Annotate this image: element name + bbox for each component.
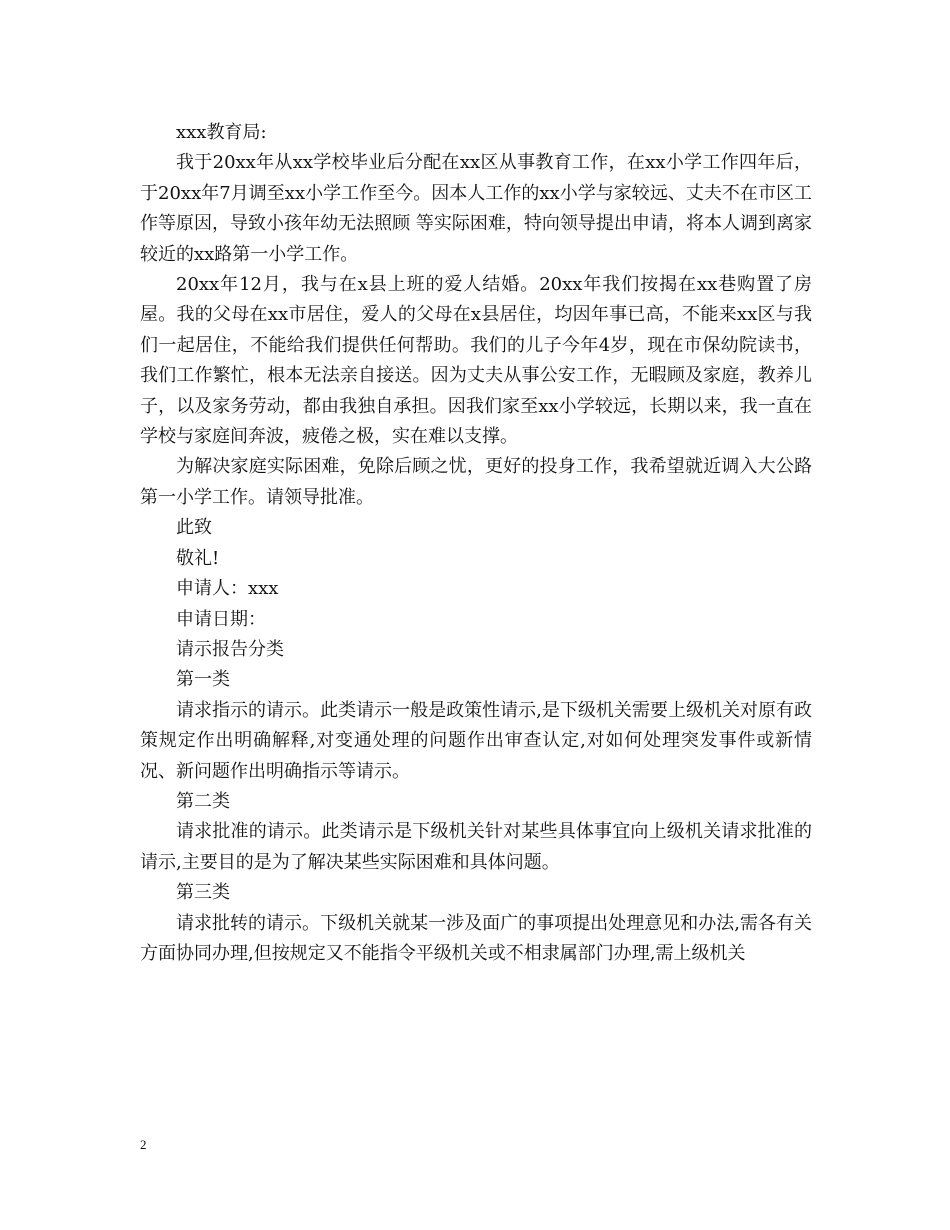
category-heading: 第三类	[176, 882, 230, 904]
category-description: 请求批转的请示。下级机关就某一涉及面广的事项提出处理意见和办法,需各有关方面协同办理,但按规定又不能指令平级机关或不相隶属部门办理,需上级机关	[140, 912, 812, 964]
application-date-line: 申请日期：	[176, 608, 266, 630]
closing-line: 此致	[176, 517, 212, 539]
page-number: 2	[140, 1137, 147, 1152]
category-heading: 第一类	[176, 669, 230, 691]
body-paragraph: 20xx年12月，我与在x县上班的爱人结婚。20xx年我们按揭在xx巷购置了房屋。我的父母在xx市居住，爱人的父母在x县居住，均因年事已高，不能来xx区与我们一起居住，不能给我们提供任何帮助。我们的儿子今年4岁，现在市保幼院读书，我们工作繁忙，根本无法亲自接送。因为丈夫从事公安工作，无暇顾及家庭，教养儿子，以及家务劳动，都由我独自承担。因我们家至xx小学较远，长期以来，我一直在学校与家庭间奔波，疲倦之极，实在难以支撑。	[140, 274, 812, 448]
body-paragraph: 我于20xx年从xx学校毕业后分配在xx区从事教育工作，在xx小学工作四年后，于20xx年7月调至xx小学工作至今。因本人工作的xx小学与家较远、丈夫不在市区工作等原因，导致小孩年幼无法照顾 等实际困难，特向领导提出申请，将本人调到离家较近的xx路第一小学工作。	[140, 152, 812, 265]
salutation: xxx教育局:	[176, 122, 267, 143]
applicant-line: 申请人：xxx	[176, 578, 279, 600]
body-paragraph: 为解决家庭实际困难，免除后顾之忧，更好的投身工作，我希望就近调入大公路第一小学工作。请领导批准。	[140, 456, 812, 508]
category-description: 请求指示的请示。此类请示一般是政策性请示,是下级机关需要上级机关对原有政策规定作出明确解释,对变通处理的问题作出审查认定,对如何处理突发事件或新情况、新问题作出明确指示等请示。	[140, 699, 812, 782]
category-heading: 第二类	[176, 790, 230, 812]
category-description: 请求批准的请示。此类请示是下级机关针对某些具体事宜向上级机关请求批准的请示,主要目的是为了解决某些实际困难和具体问题。	[140, 821, 812, 873]
closing-greeting: 敬礼!	[176, 547, 220, 569]
document-body	[140, 118, 812, 969]
section-heading: 请示报告分类	[176, 638, 284, 660]
